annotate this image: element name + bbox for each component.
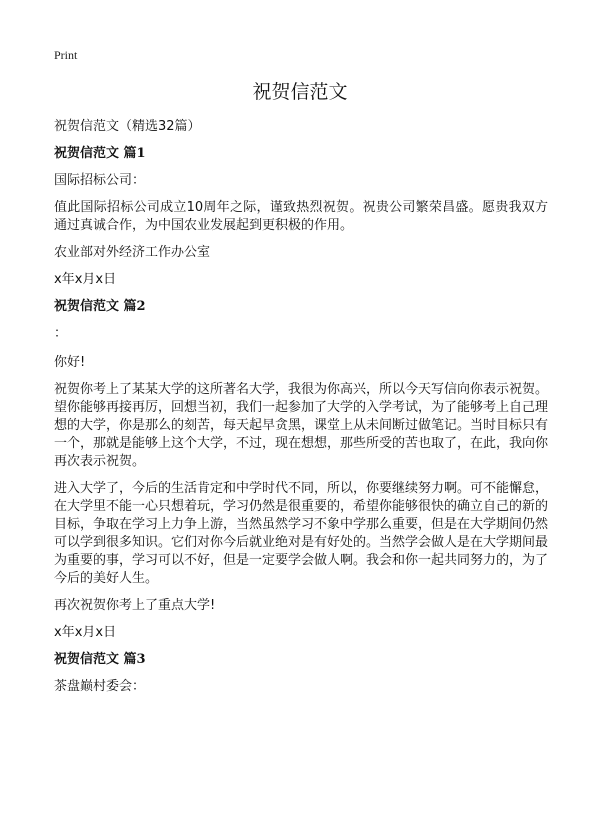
date-line: x年x月x日 (54, 625, 117, 640)
document-body (54, 118, 548, 705)
date-line: x年x月x日 (54, 272, 117, 287)
body-paragraph: 祝贺你考上了某某大学的这所著名大学，我很为你高兴，所以今天写信向你表示祝贺。望你能够再接再厉，回想当初，我们一起参加了大学的入学考试，为了能够考上自己理想的大学，你是那么的刻苦，每天起早贪黑，课堂上从未间断过做笔记。当时目标只有一个，那就是能够上这个大学，不过，现在想想，那些所受的苦也取了，在此，我向你再次表示祝贺。 (54, 382, 549, 469)
salutation: 国际招标公司： (54, 173, 146, 188)
print-link[interactable]: Print (54, 48, 78, 62)
greeting: 你好! (54, 355, 86, 370)
closing-line: 再次祝贺你考上了重点大学! (54, 598, 216, 613)
sender-name: 农业部对外经济工作办公室 (54, 245, 211, 260)
salutation: ： (54, 326, 68, 341)
section-heading-3: 祝贺信范文 篇3 (54, 652, 146, 667)
document-subtitle: 祝贺信范文（精选32篇） (54, 119, 201, 134)
salutation: 茶盘巅村委会： (54, 679, 146, 694)
section-heading-2: 祝贺信范文 篇2 (54, 299, 146, 314)
document-title: 祝贺信范文 (252, 81, 348, 103)
section-heading-1: 祝贺信范文 篇1 (54, 146, 146, 161)
body-paragraph: 进入大学了，今后的生活肯定和中学时代不同，所以，你要继续努力啊。可不能懈怠，在大学里不能一心只想着玩，学习仍然是很重要的，希望你能够很快的确立自己的新的目标，争取在学习上力争上游，当然虽然学习不象中学那么重要，但是在大学期间仍然可以学到很多知识。它们对你今后就业绝对是有好处的。当然学会做人是在大学期间最为重要的事，学习可以不好，但是一定要学会做人啊。我会和你一起共同努力的，为了今后的美好人生。 (54, 481, 549, 586)
body-paragraph: 值此国际招标公司成立10周年之际，谨致热烈祝贺。祝贵公司繁荣昌盛。愿贵我双方通过真诚合作，为中国农业发展起到更积极的作用。 (54, 200, 548, 233)
